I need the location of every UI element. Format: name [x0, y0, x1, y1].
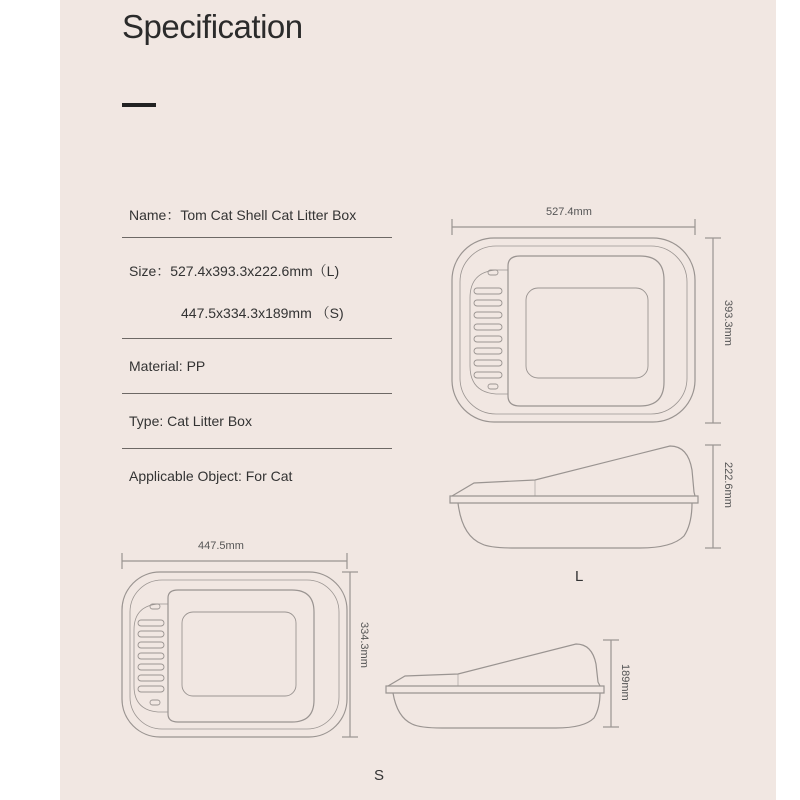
spec-type: Type: Cat Litter Box	[129, 413, 252, 429]
large-width-dimension	[452, 219, 695, 235]
small-side-view	[386, 644, 604, 728]
spec-name: Name：Tom Cat Shell Cat Litter Box	[129, 207, 357, 223]
large-depth-label: 393.3mm	[722, 300, 734, 346]
spec-material: Material: PP	[129, 358, 206, 374]
small-height-label: 189mm	[619, 664, 631, 701]
large-width-label: 527.4mm	[546, 206, 592, 218]
small-height-dimension	[603, 640, 619, 727]
spec-object: Applicable Object: For Cat	[129, 468, 293, 484]
large-height-label: 222.6mm	[722, 462, 734, 508]
small-top-view	[122, 572, 347, 737]
large-vent-slots	[474, 270, 502, 389]
small-width-dimension	[122, 553, 347, 569]
large-top-view	[452, 238, 695, 422]
large-depth-dimension	[705, 238, 721, 423]
small-depth-label: 334.3mm	[358, 622, 370, 668]
page-title: Specification	[122, 8, 303, 45]
spec-size-l: Size：527.4x393.3x222.6mm（L)	[129, 263, 340, 279]
large-side-view	[450, 446, 698, 548]
small-vent-slots	[138, 604, 164, 705]
large-size-label: L	[575, 568, 584, 585]
small-width-label: 447.5mm	[198, 540, 244, 552]
small-size-label: S	[374, 767, 385, 784]
spec-size-s: 447.5x334.3x189mm （S)	[181, 305, 344, 321]
large-height-dimension	[705, 445, 721, 548]
